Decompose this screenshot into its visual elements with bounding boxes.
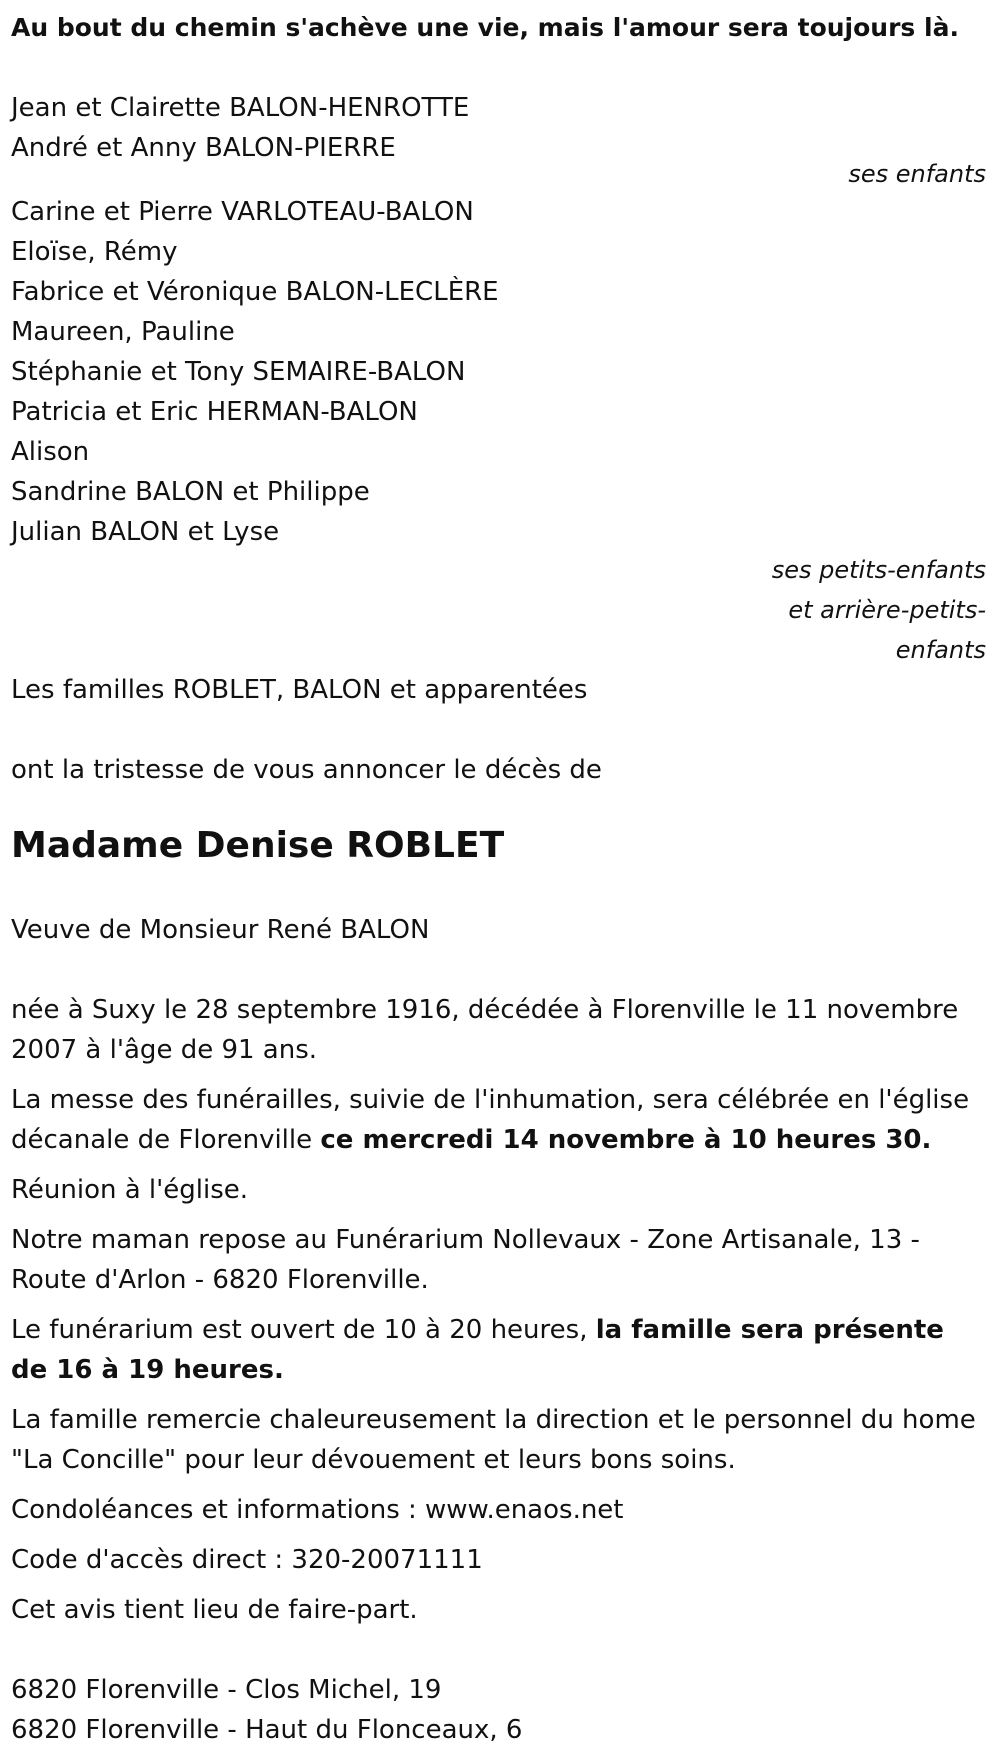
mass-datetime: ce mercredi 14 novembre à 10 heures 30. [320,1125,932,1155]
rest-paragraph: Notre maman repose au Funérarium Nollevaux - Zone Artisanale, 13 - Route d'Arlon - 6820 Florenville. [11,1225,920,1295]
children-role-label: ses enfants [848,160,986,188]
thanks-paragraph: La famille remercie chaleureusement la direction et le personnel du home "La Concille" pour leur dévouement et leurs bons soins. [11,1405,976,1475]
grandchildren-entry: Eloïse, Rémy [11,237,178,267]
condolences-paragraph: Condoléances et informations : www.enaos.net [11,1495,624,1525]
grandchildren-role-line: et arrière-petits- [788,596,986,624]
children-entry: André et Anny BALON-PIERRE [11,133,396,163]
address-line: 6820 Florenville - Clos Michel, 19 [11,1675,442,1705]
mass-text: La messe des funérailles, suivie de l'inhumation, sera célébrée en l'église décanale de Florenville [11,1085,970,1155]
notice-paragraph: Cet avis tient lieu de faire-part. [11,1595,418,1625]
deceased-name: Madame Denise ROBLET [11,825,505,866]
grandchildren-role-line: ses petits-enfants [771,556,986,584]
grandchildren-entry: Alison [11,437,90,467]
grandchildren-entry: Carine et Pierre VARLOTEAU-BALON [11,197,474,227]
funerarium-paragraph [11,1310,988,1390]
families-line: Les familles ROBLET, BALON et apparentées [11,675,588,705]
access-code-paragraph: Code d'accès direct : 320-20071111 [11,1545,483,1575]
addresses-block [11,1670,988,1750]
grandchildren-entry: Julian BALON et Lyse [11,517,280,547]
family-presence: la famille sera présente de 16 à 19 heures. [11,1315,944,1385]
grandchildren-entry: Patricia et Eric HERMAN-BALON [11,397,418,427]
announcement-line: ont la tristesse de vous annoncer le décès de [11,755,602,785]
funerarium-hours: Le funérarium est ouvert de 10 à 20 heures, [11,1315,596,1345]
grandchildren-list [11,192,988,552]
grandchildren-entry: Stéphanie et Tony SEMAIRE-BALON [11,357,466,387]
mass-paragraph [11,1080,988,1160]
grandchildren-role-label [11,550,986,670]
grandchildren-entry: Fabrice et Véronique BALON-LECLÈRE [11,277,499,307]
grandchildren-role-line: enfants [895,636,986,664]
children-entry: Jean et Clairette BALON-HENROTTE [11,93,470,123]
epigraph: Au bout du chemin s'achève une vie, mais l'amour sera toujours là. [11,13,959,42]
grandchildren-entry: Maureen, Pauline [11,317,235,347]
meeting-paragraph: Réunion à l'église. [11,1175,249,1205]
birth-death-paragraph: née à Suxy le 28 septembre 1916, décédée à Florenville le 11 novembre 2007 à l'âge de 91 ans. [11,995,959,1065]
widow-line: Veuve de Monsieur René BALON [11,915,430,945]
grandchildren-entry: Sandrine BALON et Philippe [11,477,370,507]
address-line: 6820 Florenville - Haut du Flonceaux, 6 [11,1715,523,1745]
